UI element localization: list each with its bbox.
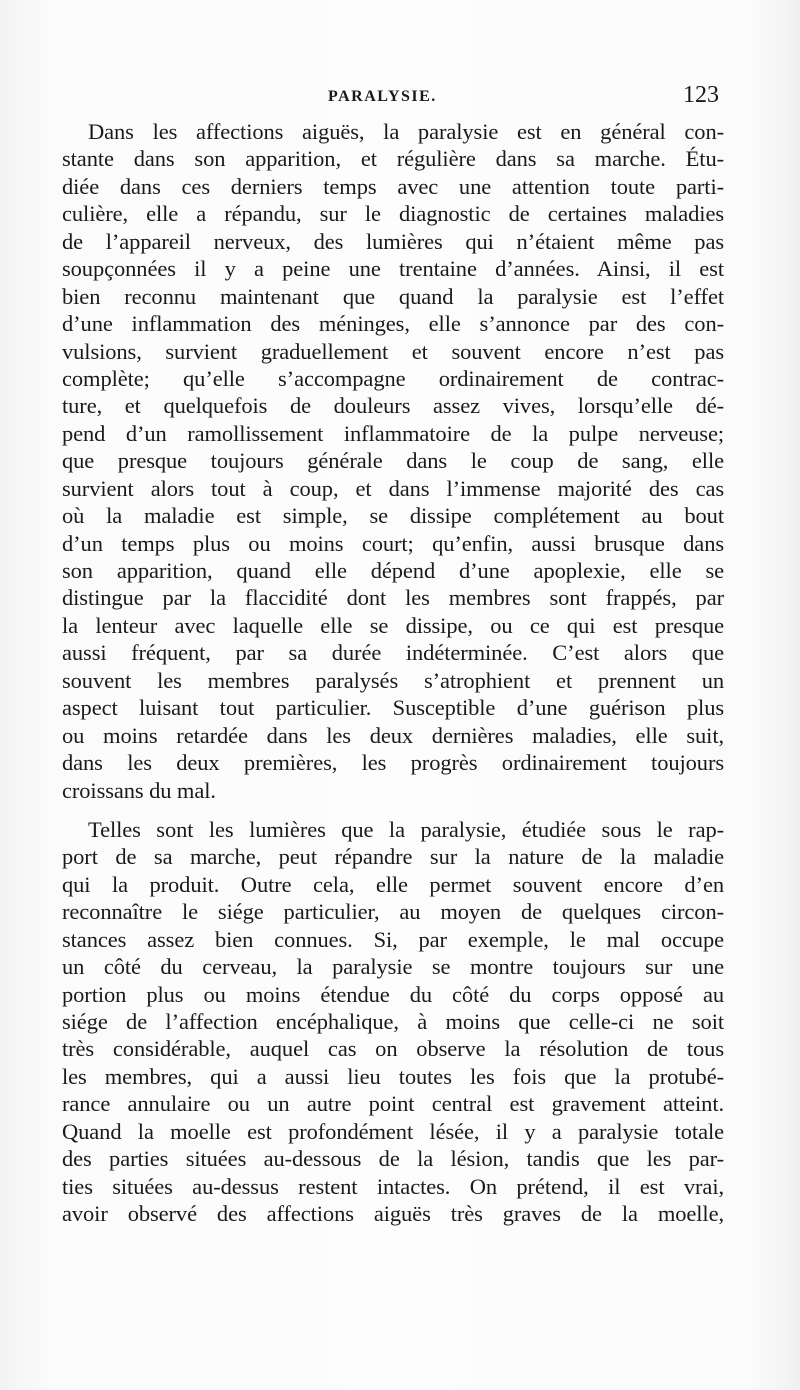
text-line: rance annulaire ou un autre point central est gravement atteint. xyxy=(62,1091,724,1117)
text-line: un côté du cerveau, la paralysie se montre toujours sur une xyxy=(62,954,724,980)
text-line: que presque toujours générale dans le coup de sang, elle xyxy=(62,448,724,474)
text-line: aspect luisant tout particulier. Susceptible d’une guérison plus xyxy=(62,695,724,721)
paragraph-1 xyxy=(62,118,724,804)
text-line: stante dans son apparition, et régulière dans sa marche. Étu- xyxy=(62,146,724,172)
text-line: de l’appareil nerveux, des lumières qui n’étaient même pas xyxy=(62,228,724,254)
text-line: soupçonnées il y a peine une trentaine d’années. Ainsi, il est xyxy=(62,256,724,282)
text-line: son apparition, quand elle dépend d’une apoplexie, elle se xyxy=(62,558,724,583)
text-line: avoir observé des affections aiguës très graves de la moelle, xyxy=(62,1201,724,1227)
text-line: reconnaître le siége particulier, au moyen de quelques circon- xyxy=(62,899,724,925)
text-line: ties situées au-dessus restent intactes. On prétend, il est vrai, xyxy=(62,1173,724,1199)
running-header xyxy=(0,82,800,116)
text-line: culière, elle a répandu, sur le diagnostic de certaines maladies xyxy=(62,201,724,227)
text-line: croissans du mal. xyxy=(62,777,216,803)
text-line: très considérable, auquel cas on observe la résolution de tous xyxy=(62,1036,724,1062)
text-line: dans les deux premières, les progrès ordinairement toujours xyxy=(62,750,724,776)
paragraph-gap xyxy=(62,804,724,816)
running-title: PARALYSIE. xyxy=(328,88,437,105)
paragraph-2 xyxy=(62,816,724,1228)
text-line: la lenteur avec laquelle elle se dissipe, ou ce qui est presque xyxy=(62,612,724,638)
text-line: diée dans ces derniers temps avec une attention toute parti- xyxy=(62,173,724,199)
text-line: complète; qu’elle s’accompagne ordinairement de contrac- xyxy=(62,365,724,391)
text-line: d’un temps plus ou moins court; qu’enfin, aussi brusque dans xyxy=(62,530,724,556)
text-line: pend d’un ramollissement inflammatoire de la pulpe nerveuse; xyxy=(62,420,724,446)
text-line: les membres, qui a aussi lieu toutes les fois que la protubé- xyxy=(62,1063,724,1089)
text-line: d’une inflammation des méninges, elle s’annonce par des con- xyxy=(62,311,724,337)
text-line: stances assez bien connues. Si, par exemple, le mal occupe xyxy=(62,926,724,952)
text-line: des parties situées au-dessous de la lésion, tandis que les par- xyxy=(62,1146,724,1172)
text-line: Quand la moelle est profondément lésée, il y a paralysie totale xyxy=(62,1118,724,1144)
text-line: survient alors tout à coup, et dans l’immense majorité des cas xyxy=(62,475,724,501)
text-line: ture, et quelquefois de douleurs assez vives, lorsqu’elle dé- xyxy=(62,393,724,419)
text-line: bien reconnu maintenant que quand la paralysie est l’effet xyxy=(62,283,724,309)
text-line: distingue par la flaccidité dont les membres sont frappés, par xyxy=(62,585,724,611)
text-line: siége de l’affection encéphalique, à moins que celle-ci ne soit xyxy=(62,1009,724,1034)
text-line: Telles sont les lumières que la paralysie, étudiée sous le rap- xyxy=(88,816,724,842)
text-line: aussi fréquent, par sa durée indéterminée. C’est alors que xyxy=(62,640,724,666)
text-line: Dans les affections aiguës, la paralysie est en général con- xyxy=(88,119,724,144)
text-line: où la maladie est simple, se dissipe complétement au bout xyxy=(62,503,724,529)
text-line: port de sa marche, peut répandre sur la nature de la maladie xyxy=(62,844,724,870)
body-text xyxy=(62,118,724,1228)
text-line: souvent les membres paralysés s’atrophient et prennent un xyxy=(62,667,724,693)
text-line: ou moins retardée dans les deux dernières maladies, elle suit, xyxy=(62,722,724,748)
text-line: qui la produit. Outre cela, elle permet souvent encore d’en xyxy=(62,871,724,897)
text-line: portion plus ou moins étendue du côté du corps opposé au xyxy=(62,981,724,1007)
page-number: 123 xyxy=(683,82,719,108)
text-line: vulsions, survient graduellement et souvent encore n’est pas xyxy=(62,338,724,364)
